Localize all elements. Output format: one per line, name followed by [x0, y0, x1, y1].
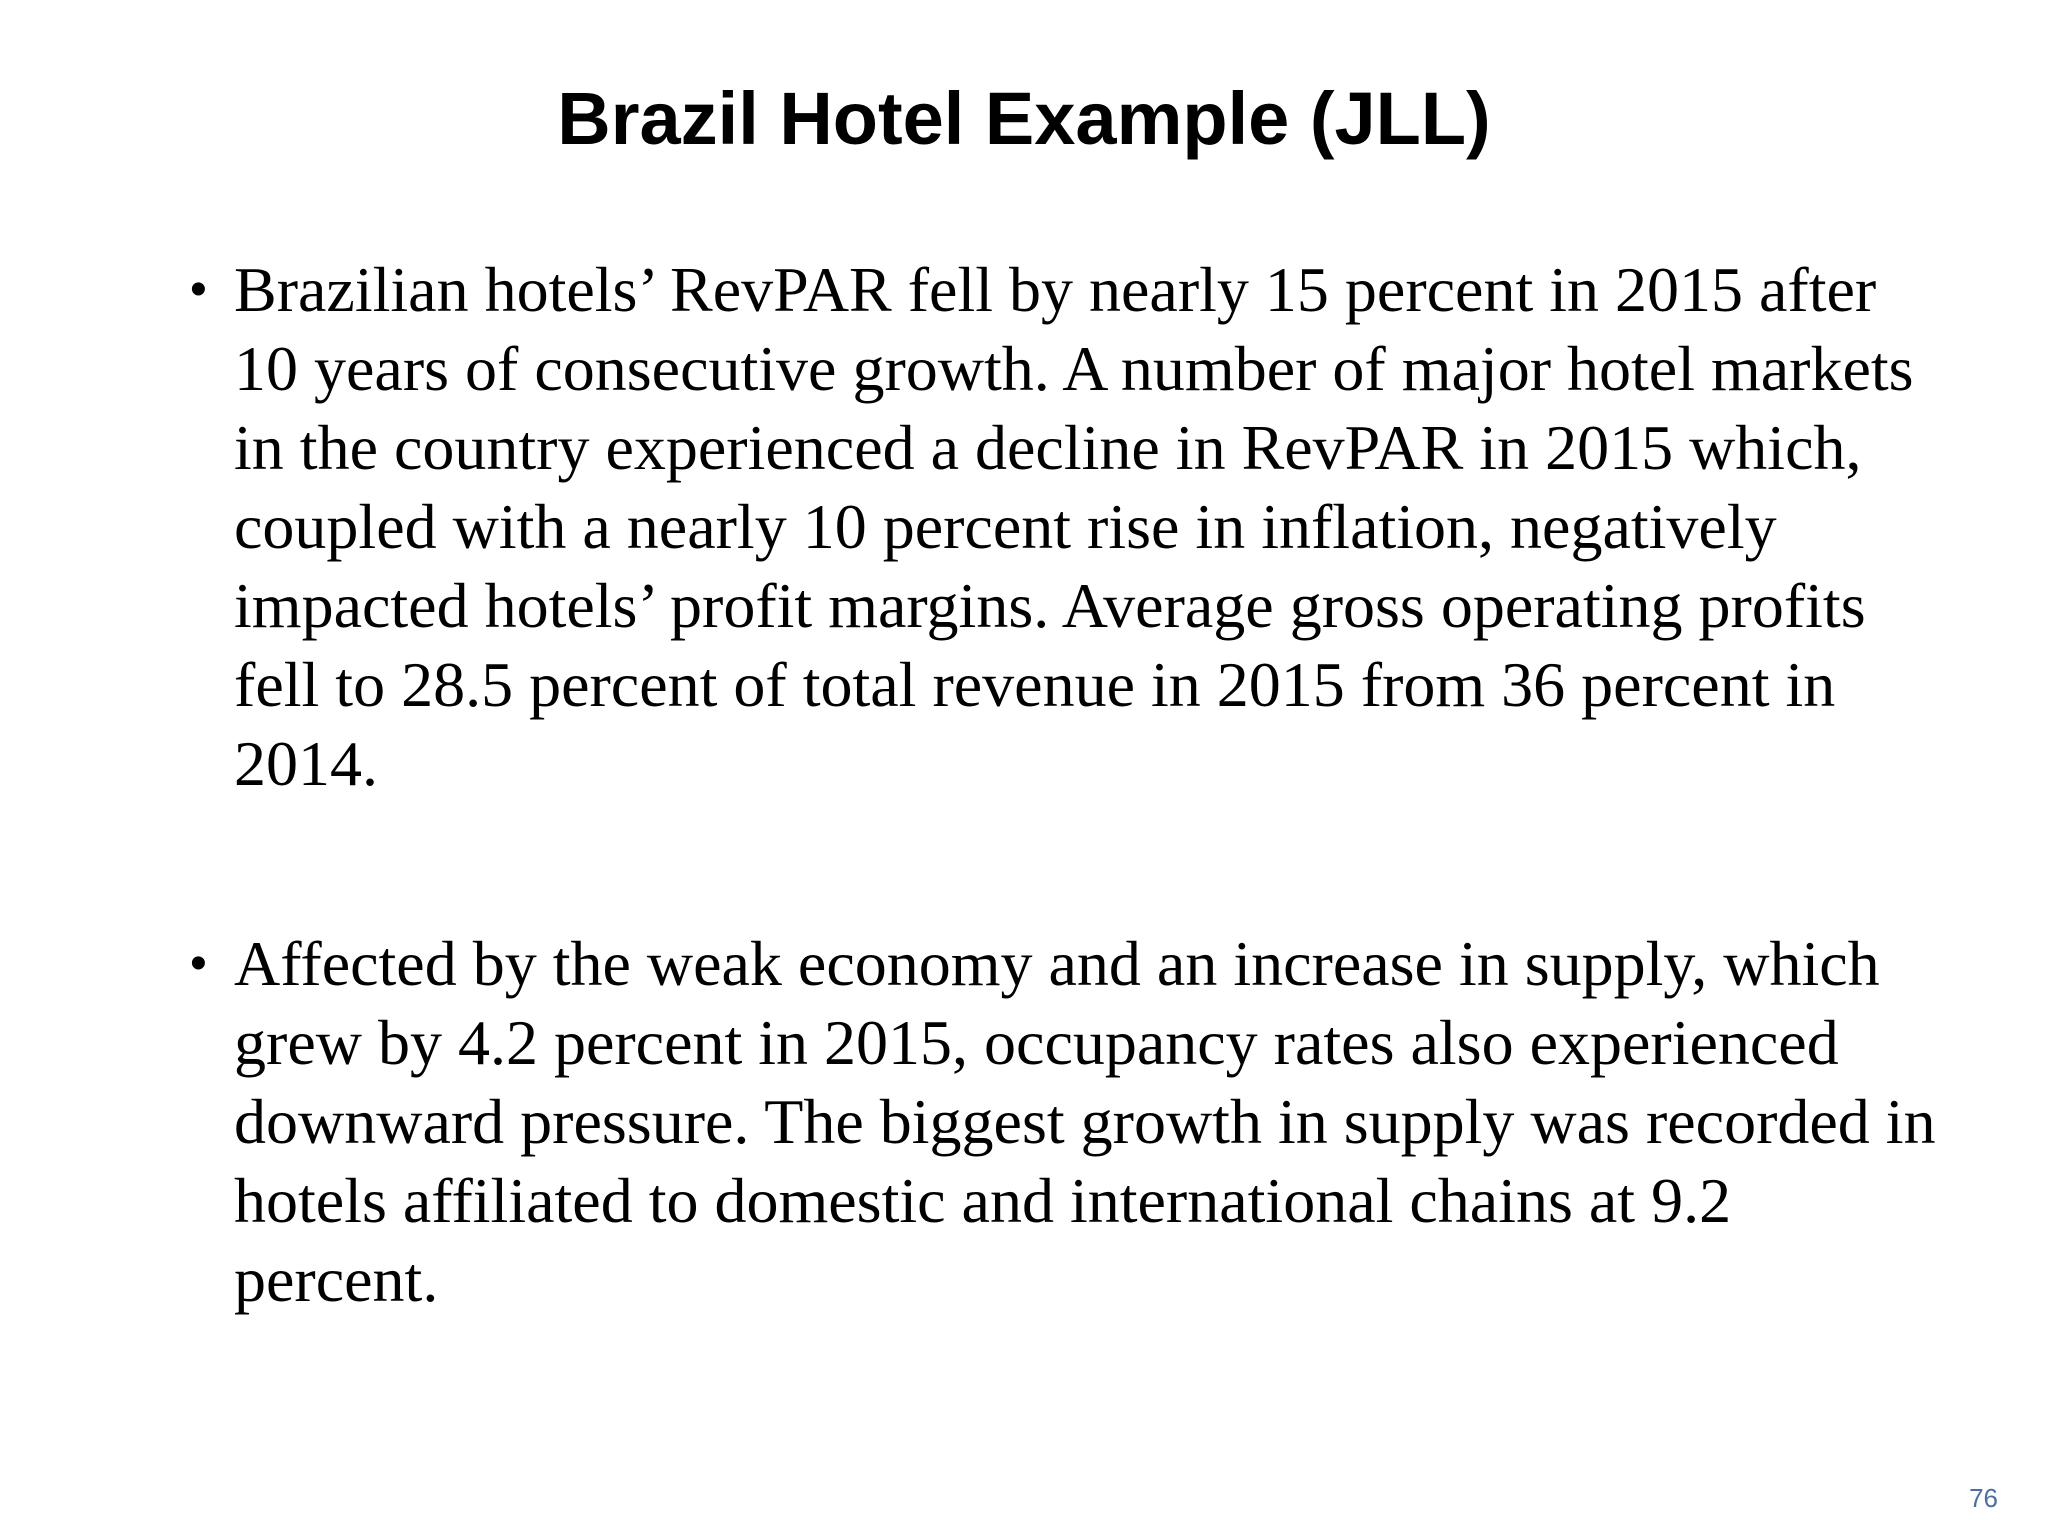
bullet-text: Brazilian hotels’ RevPAR fell by nearly 15 percent in 2015 after 10 years of consecutive growth. A number of major hotel markets in the country experienced a decline in RevPAR in 2015 which, coupled with a nearly 10 percent rise in inflation, negatively impacted hotels’ profit margins. Average gross operating profits fell to 28.5 percent of total revenue in 2015 from 36 percent in 2014.: [234, 254, 1914, 799]
bullet-marker: •: [190, 937, 207, 990]
bullet-text: Affected by the weak economy and an increase in supply, which grew by 4.2 percent in 2015, occupancy rates also experienced downward pressure. The biggest growth in supply was recorded in hotels affiliated to domestic and international chains at 9.2 percent.: [234, 928, 1936, 1315]
bullet-list: [190, 250, 1950, 1319]
bullet-item: [190, 924, 1950, 1319]
page-number: 76: [1969, 1483, 1998, 1513]
bullet-item: [190, 250, 1950, 803]
bullet-marker: •: [190, 263, 207, 316]
slide-title: Brazil Hotel Example (JLL): [557, 77, 1491, 160]
